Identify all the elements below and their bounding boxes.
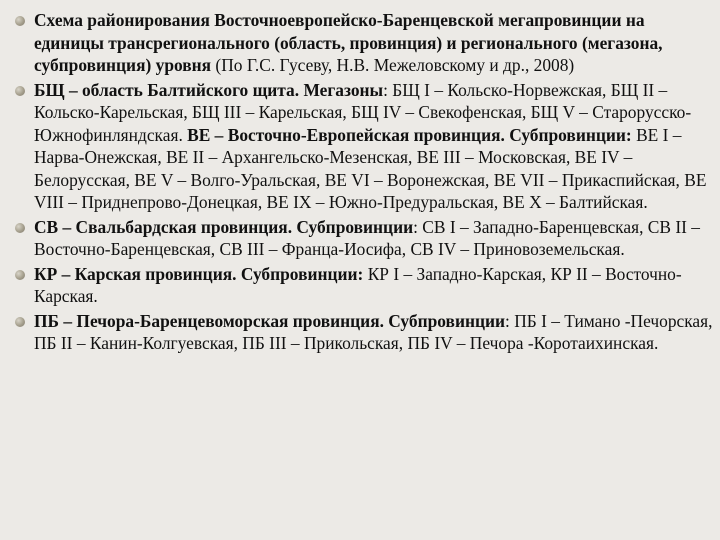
scheme-source: (По Г.С. Гусеву, Н.В. Межеловскому и др., 2008) bbox=[211, 55, 575, 75]
bullet-dot-icon bbox=[15, 86, 25, 96]
region-heading: СВ – Свальбардская провинция. Субпровинции bbox=[34, 216, 414, 237]
region-heading: БЩ – область Балтийского щита. Мегазоны bbox=[34, 79, 384, 100]
bullet-item-3 bbox=[12, 216, 716, 261]
bullet-dot-icon bbox=[15, 317, 25, 327]
region-text: : СВ I – Западно-Баренцевская, СВ II – Восточно-Баренцевская, СВ III – Франца-Иосифа, СВ IV – Приновоземельская. bbox=[34, 216, 700, 259]
region-text: : БЩ I – Кольско-Норвежская, БЩ II – Кольско-Карельская, БЩ III – Карельская, БЩ IV – Свекофенская, БЩ V – Старорусско-Южнофинляндская. bbox=[34, 79, 692, 145]
bullet-item-5 bbox=[12, 310, 716, 355]
scheme-title: Схема районирования Восточноевропейско-Баренцевской мегапровинции на единицы трансрегионального (область, провинция) и регионального (мегазона, субпровинция) уровня bbox=[34, 10, 663, 75]
bullet-list bbox=[12, 9, 716, 357]
bullet-dot-icon bbox=[15, 16, 25, 26]
region-heading: ПБ – Печора-Баренцевоморская провинция. Субпровинции bbox=[34, 310, 506, 331]
region-text: : ПБ I – Тимано -Печорская, ПБ II – Канин-Колгуевская, ПБ III – Прикольская, ПБ IV – Печора -Коротаихинская. bbox=[34, 310, 713, 353]
bullet-dot-icon bbox=[15, 223, 25, 233]
bullet-item-4 bbox=[12, 263, 716, 308]
region-heading: КР – Карская провинция. Субпровинции: bbox=[34, 263, 364, 284]
region-text: ВЕ I – Нарва-Онежская, ВЕ II – Архангельско-Мезенская, ВЕ III – Московская, ВЕ IV – Белорусская, ВЕ V – Волго-Уральская, ВЕ VI – Воронежская, ВЕ VII – Прикаспийская, ВЕ VIII – Приднепрово-Донецкая, ВЕ IX – Южно-Предуральская, ВЕ X – Балтийская. bbox=[34, 124, 707, 212]
bullet-item-2 bbox=[12, 79, 716, 214]
bullet-item-1 bbox=[12, 9, 716, 77]
region-heading: ВЕ – Восточно-Европейская провинция. Субпровинции: bbox=[187, 124, 632, 145]
region-text: КР I – Западно-Карская, КР II – Восточно-Карская. bbox=[34, 263, 682, 306]
bullet-dot-icon bbox=[15, 270, 25, 280]
